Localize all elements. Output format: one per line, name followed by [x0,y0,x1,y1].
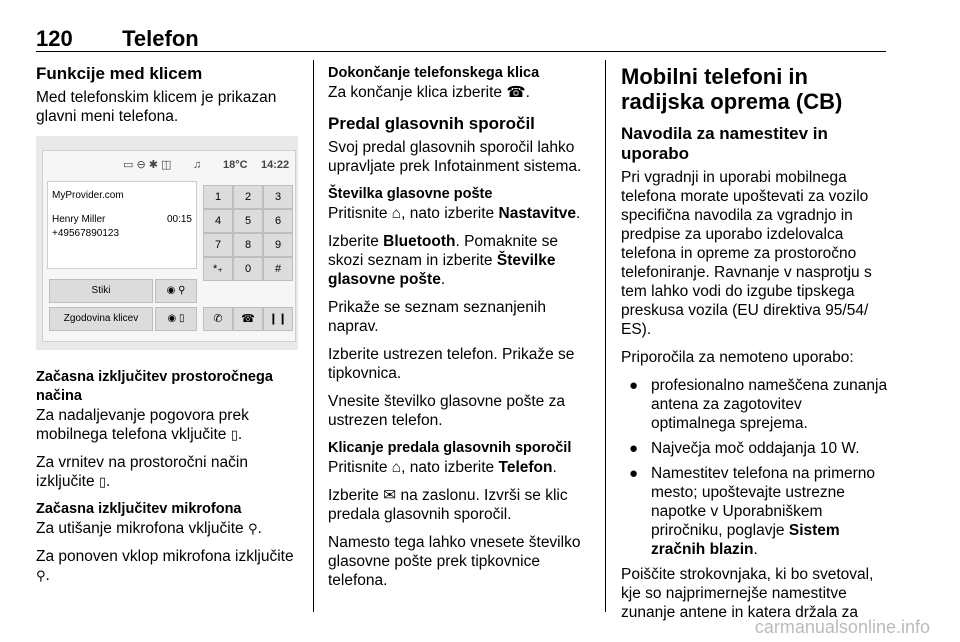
status-bar [43,151,295,173]
caller-number: +49567890123 [52,228,120,239]
section-heading-installation: Navodila za namestitev in uporabo [621,124,828,163]
watermark: carmanualsonline.info [754,617,930,637]
contacts-button[interactable]: Stiki [49,279,153,303]
section-heading-voicemail: Predal glasovnih sporočil [328,114,535,133]
subheading-mic: Začasna izključitev mikrofona [36,501,242,517]
paragraph: Priporočila za nemoteno uporabo: [621,349,854,366]
microphone-icon: ⚲ [247,521,258,536]
subheading-handsfree: Začasna izključitev prostoročnega načina [36,369,273,404]
bluetooth-term: Bluetooth [383,233,456,250]
paragraph: Za ponoven vklop mikrofona izključite [36,548,294,565]
paragraph: Za končanje klica izberite [328,84,503,101]
call-history-button[interactable]: Zgodovina klicev [49,307,153,331]
phone-screen-illustration [36,136,298,350]
keypad-key[interactable]: 5 [233,209,263,233]
paragraph: Poiščite strokovnjaka, ki bo svetoval, kje so najprimernejše namestitve zunanje antene in katera držala za [621,566,874,621]
handset-toggle[interactable]: ◉ ▯ [155,307,197,331]
paragraph: Izberite [328,233,379,250]
voicemail-icon: ✉ [383,487,397,504]
paragraph: na zaslonu. Izvrši se klic predala glasovnih sporočil. [328,487,568,523]
list-item-text: Namestitev telefona na primerno mesto; upoštevajte ustrezne napotke v Uporabniškem priročniku, poglavje [651,465,876,539]
handset-icon: ▯ [230,427,238,442]
keypad-key[interactable]: 8 [233,233,263,257]
keypad-key[interactable]: 6 [263,209,293,233]
column-divider-2 [605,60,606,612]
call-duration: 00:15 [166,214,192,225]
paragraph: Izberite ustrezen telefon. Prikaže se tipkovnica. [328,346,575,382]
clock: 14:22 [261,159,290,171]
paragraph: Vnesite številko glasovne pošte za ustrezen telefon. [328,393,565,429]
keypad-key[interactable]: *₊ [203,257,233,281]
list-item-text: profesionalno nameščena zunanja antena za zagotovitev optimalnega sprejema. [651,377,888,432]
paragraph: . Pomaknite se skozi seznam in izberite [328,233,559,269]
column-divider-1 [313,60,314,612]
keypad-key[interactable]: 3 [263,185,293,209]
paragraph: Prikaže se seznam seznanjenih naprav. [328,299,546,335]
keypad-key[interactable]: 1 [203,185,233,209]
page-header [36,26,199,52]
list-item: ● Največja moč oddajanja 10 W. [629,440,860,457]
paragraph: Za utišanje mikrofona vključite [36,520,244,537]
caller-name: Henry Miller [52,214,106,225]
paragraph: Za nadaljevanje pogovora prek mobilnega telefona vključite [36,407,249,443]
subheading-call-voicemail: Klicanje predala glasovnih sporočil [328,440,572,456]
mic-mute-toggle[interactable]: ◉ ⚲ [155,279,197,303]
handset-icon: ▯ [98,474,107,489]
subheading-end-call: Dokončanje telefonskega klica [328,65,540,81]
paragraph: Med telefonskim klicem je prikazan glavni meni telefona. [36,89,277,125]
keypad-key[interactable]: 2 [233,185,263,209]
recommendation-list [621,376,889,559]
column-1: Funkcije med klicem Med telefonskim klicem je prikazan glavni meni telefona. ▭ ⊖ ✱ ◫ ♫ 18°C 14:22 MyProvider.com Henry Miller +49567890123 00:15 1 2 3 4 5 6 7 8 9 *₊ 0 # Stiki Zgodovina klicev ◉ ⚲ ◉ ▯ ✆ ☎ ❙❙ Začasna izključitev prostoročnega načina Za nadaljevanje pogovora prek mobilnega telefona vključite ▯. Za vrnitev na prostoročni način izključite ▯. Začasna izključitev mikrofona Za utišanje mikrofona vključite ⚲. Za ponoven vklop mikrofona izključite ⚲. [36,64,304,594]
home-icon: ⌂ [391,205,402,222]
paragraph: , nato izberite [401,459,495,476]
list-item: ● profesionalno nameščena zunanja antena za zagotovitev optimalnega sprejema. [629,377,888,432]
music-icon: ♫ [193,159,202,171]
column-2: Dokončanje telefonskega klica Za končanje klica izberite ☎. Predal glasovnih sporočil Svoj predal glasovnih sporočil lahko upravljate prek Infotainment sistema. Številka glasovne pošte Pritisnite ⌂, nato izberite Nastavitve. Izberite Bluetooth. Pomaknite se skozi seznam in izberite Številke glasovne pošte. Prikaže se seznam seznanjenih naprav. Izberite ustrezen telefon. Prikaže se tipkovnica. Vnesite številko glasovne pošte za ustrezen telefon. Klicanje predala glasovnih sporočil Pritisnite ⌂, nato izberite Telefon. Izberite ✉ na zaslonu. Izvrši se klic predala glasovnih sporočil. Namesto tega lahko vnesete številko glasovne pošte prek tipkovnice telefona. [328,64,596,599]
hang-up-icon[interactable]: ☎ [233,307,263,331]
keypad-key[interactable]: 4 [203,209,233,233]
paragraph: Pritisnite [328,205,388,222]
hang-up-icon: ☎ [506,84,526,101]
provider-name: MyProvider.com [52,190,124,201]
paragraph: Pri vgradnji in uporabi mobilnega telefona morate upoštevati za vozilo specifična navodila za vgradnjo in predpise za uporabo izdelovalca telefona in opreme za prostoročno telefoniranje. Ravnanje v nasprotju s tem lahko vodi do izgube tipskega preskusa vozila (EU direktiva 95/54/ ES). [621,169,872,338]
hold-icon[interactable]: ❙❙ [263,307,293,331]
call-info [47,181,197,269]
subheading-voicemail-number: Številka glasovne pošte [328,186,493,202]
header-rule [36,51,886,52]
paragraph: Pritisnite [328,459,388,476]
call-icon[interactable]: ✆ [203,307,233,331]
paragraph: Namesto tega lahko vnesete številko glasovne pošte prek tipkovnice telefona. [328,534,581,589]
column-3 [621,64,889,631]
list-item: ● Namestitev telefona na primerno mesto; upoštevajte ustrezne napotke v Uporabniškem priročniku, poglavje Sistem zračnih blazin. [629,465,876,558]
list-item-text: Največja moč oddajanja 10 W. [651,440,860,457]
section-heading-call-functions: Funkcije med klicem [36,64,203,83]
page-title: Telefon [122,26,199,51]
temperature: 18°C [223,159,248,171]
settings-term: Nastavitve [498,205,577,222]
keypad-key[interactable]: 0 [233,257,263,281]
status-icons: ▭ ⊖ ✱ ◫ [123,159,172,171]
voicemail-numbers-term: Številke glasovne pošte [328,252,556,288]
microphone-icon: ⚲ [36,568,46,583]
paragraph: , nato izberite [401,205,495,222]
keypad-key[interactable]: # [263,257,293,281]
paragraph: Svoj predal glasovnih sporočil lahko upravljate prek Infotainment sistema. [328,139,582,175]
section-heading-mobile-cb: Mobilni telefoni in radijska oprema (CB) [621,64,843,114]
page-number: 120 [36,26,73,51]
airbag-term: Sistem zračnih blazin [651,522,840,558]
keypad-key[interactable]: 7 [203,233,233,257]
home-icon: ⌂ [391,459,402,476]
phone-term: Telefon [498,459,553,476]
keypad-key[interactable]: 9 [263,233,293,257]
paragraph: Izberite [328,487,379,504]
screen-frame [42,150,296,342]
paragraph: Za vrnitev na prostoročni način izključite [36,454,248,490]
